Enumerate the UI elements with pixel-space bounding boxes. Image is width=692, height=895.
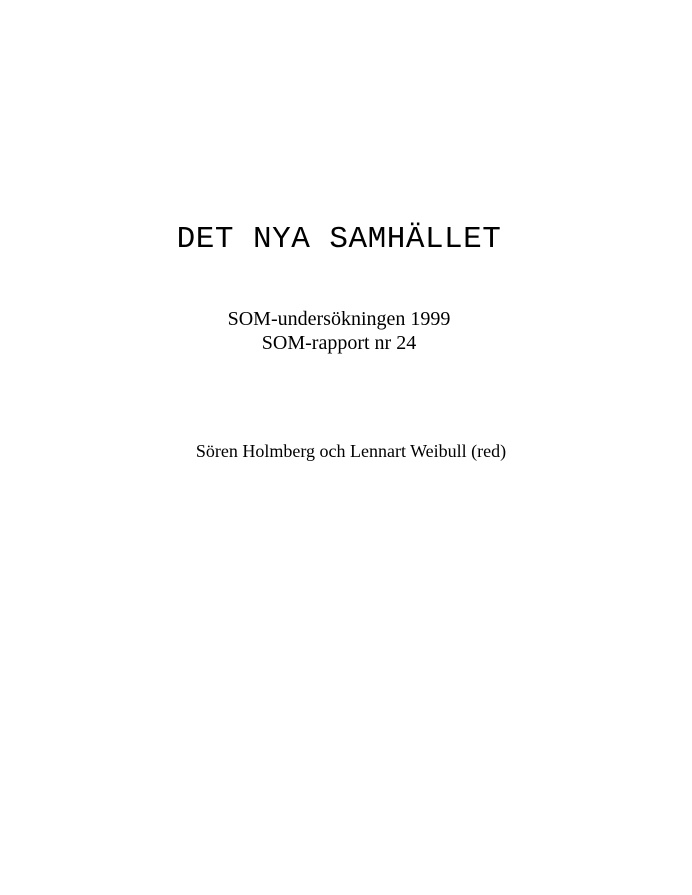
subtitle-line-report-number: SOM-rapport nr 24 [261, 332, 417, 354]
subtitle-line-survey: SOM-undersökningen 1999 [227, 308, 451, 330]
report-subtitle [0, 307, 678, 355]
editors-line: Sören Holmberg och Lennart Weibull (red) [195, 441, 507, 461]
report-title: DET NYA SAMHÄLLET [176, 222, 502, 257]
